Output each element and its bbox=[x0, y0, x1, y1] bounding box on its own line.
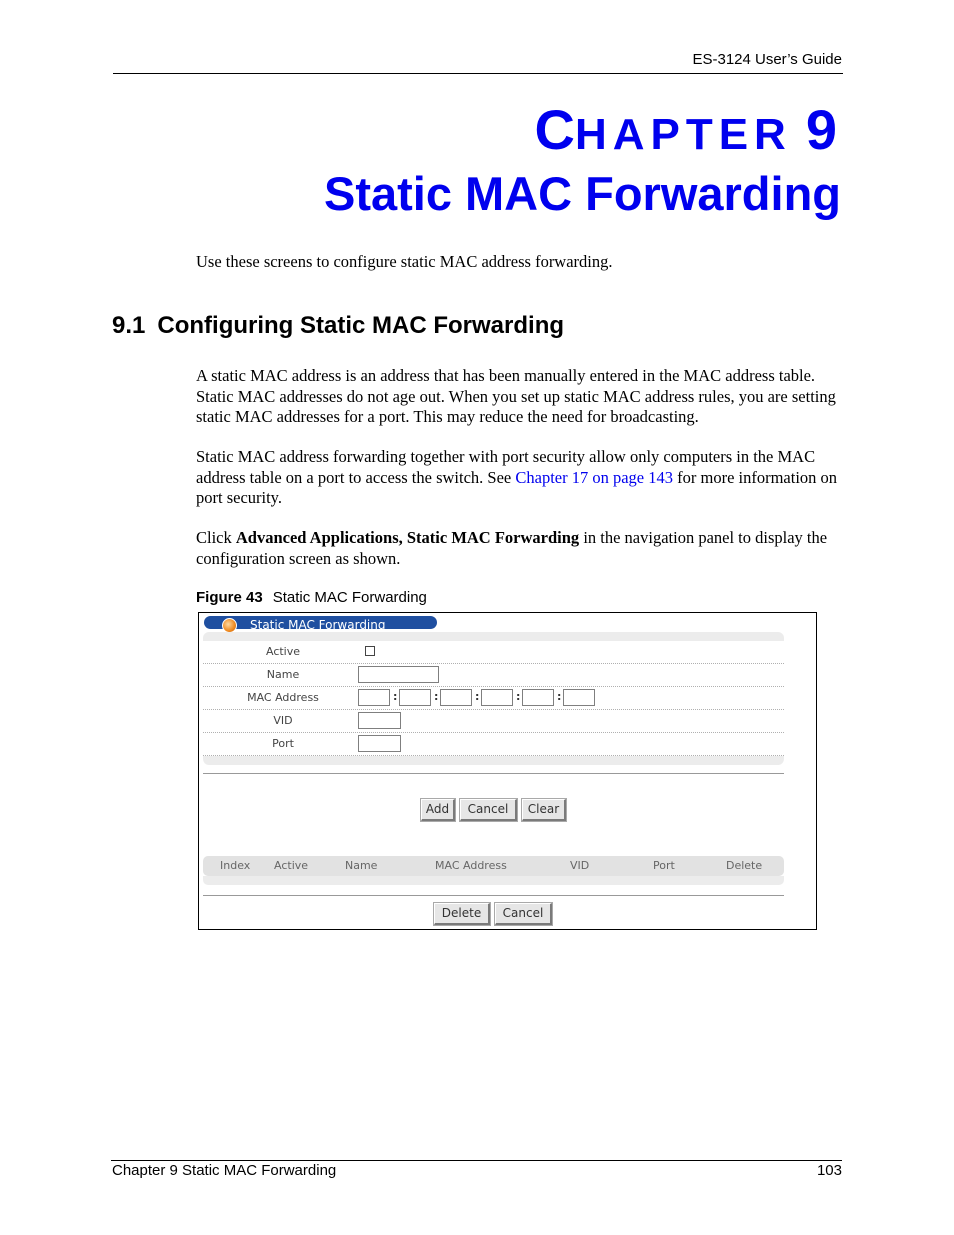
form-row-vid bbox=[203, 710, 784, 733]
screen-title: Static MAC Forwarding bbox=[250, 618, 386, 632]
mac-separator: : bbox=[434, 690, 439, 703]
active-label: Active bbox=[265, 645, 301, 658]
port-label: Port bbox=[272, 737, 294, 750]
column-index: Index bbox=[220, 859, 251, 872]
mac-octet-1-input[interactable] bbox=[358, 689, 390, 706]
table-header bbox=[203, 856, 784, 876]
cancel-delete-button[interactable]: Cancel bbox=[495, 903, 552, 925]
footer-rule bbox=[111, 1160, 842, 1161]
mac-separator: : bbox=[393, 690, 398, 703]
p3-text-after: in the navigation panel to display the configuration screen as shown. bbox=[196, 528, 828, 568]
clear-button[interactable]: Clear bbox=[522, 799, 566, 821]
form-row-active bbox=[203, 641, 784, 664]
column-name: Name bbox=[345, 859, 378, 872]
column-active: Active bbox=[274, 859, 309, 872]
section-number: 9.1 bbox=[112, 312, 146, 339]
port-input[interactable] bbox=[358, 735, 401, 752]
mac-address-label: MAC Address bbox=[247, 691, 319, 704]
section-heading bbox=[112, 312, 564, 340]
mac-octet-3-input[interactable] bbox=[440, 689, 472, 706]
chapter-label-rest: HAPTER bbox=[574, 110, 792, 159]
table-body bbox=[203, 876, 784, 885]
p2-text-before: Static MAC address forwarding together with port security allow only computers in the MAC address table on a port to access the switch. See bbox=[196, 447, 816, 487]
mac-octet-2-input[interactable] bbox=[399, 689, 431, 706]
column-delete: Delete bbox=[726, 859, 763, 872]
figure-caption bbox=[196, 589, 427, 606]
column-mac-address: MAC Address bbox=[435, 859, 507, 872]
form-row-name bbox=[203, 664, 784, 687]
chapter-label-initial: C bbox=[534, 98, 575, 161]
mac-separator: : bbox=[557, 690, 562, 703]
divider bbox=[203, 895, 784, 896]
orange-orb-icon bbox=[222, 618, 237, 633]
vid-label: VID bbox=[273, 714, 293, 727]
running-header: ES-3124 User’s Guide bbox=[692, 51, 842, 68]
section-title: Configuring Static MAC Forwarding bbox=[157, 312, 565, 339]
chapter-label bbox=[534, 97, 837, 162]
cancel-button[interactable]: Cancel bbox=[460, 799, 517, 821]
chapter-17-link[interactable]: Chapter 17 on page 143 bbox=[515, 467, 673, 487]
p3-text-before: Click bbox=[196, 528, 236, 547]
figure-caption-text: Static MAC Forwarding bbox=[272, 589, 427, 606]
name-input[interactable] bbox=[358, 666, 439, 683]
active-checkbox[interactable] bbox=[365, 646, 375, 656]
vid-input[interactable] bbox=[358, 712, 401, 729]
delete-button[interactable]: Delete bbox=[434, 903, 490, 925]
mac-octet-4-input[interactable] bbox=[481, 689, 513, 706]
mac-octet-6-input[interactable] bbox=[563, 689, 595, 706]
form-row-port bbox=[203, 733, 784, 756]
chapter-number: 9 bbox=[805, 98, 837, 161]
form-row-mac bbox=[203, 687, 784, 710]
name-label: Name bbox=[266, 668, 300, 681]
add-button[interactable]: Add bbox=[421, 799, 455, 821]
divider bbox=[203, 773, 784, 774]
screen-title-tab bbox=[204, 616, 437, 632]
figure-screenshot bbox=[198, 612, 817, 930]
mac-separator: : bbox=[475, 690, 480, 703]
page-number: 103 bbox=[816, 1162, 842, 1179]
column-vid: VID bbox=[570, 859, 590, 872]
footer-chapter: Chapter 9 Static MAC Forwarding bbox=[112, 1162, 337, 1179]
header-rule bbox=[113, 73, 843, 74]
paragraph-port-security bbox=[196, 447, 842, 509]
mac-octet-5-input[interactable] bbox=[522, 689, 554, 706]
paragraph-navigation bbox=[196, 528, 842, 569]
mac-separator: : bbox=[516, 690, 521, 703]
chapter-title: Static MAC Forwarding bbox=[323, 167, 841, 220]
paragraph-static-mac: A static MAC address is an address that has been manually entered in the MAC address table. Static MAC addresses do not age out. When you set up static MAC address rules, you are setting static MAC addresses for a port. This may reduce the need for broadcasting. bbox=[196, 366, 836, 426]
p3-bold-path: Advanced Applications, Static MAC Forwarding bbox=[235, 528, 580, 547]
p2-text-after: for more information on port security. bbox=[196, 467, 838, 507]
figure-caption-label: Figure 43 bbox=[196, 589, 263, 606]
column-port: Port bbox=[653, 859, 675, 872]
intro-paragraph: Use these screens to configure static MAC address forwarding. bbox=[196, 252, 613, 271]
